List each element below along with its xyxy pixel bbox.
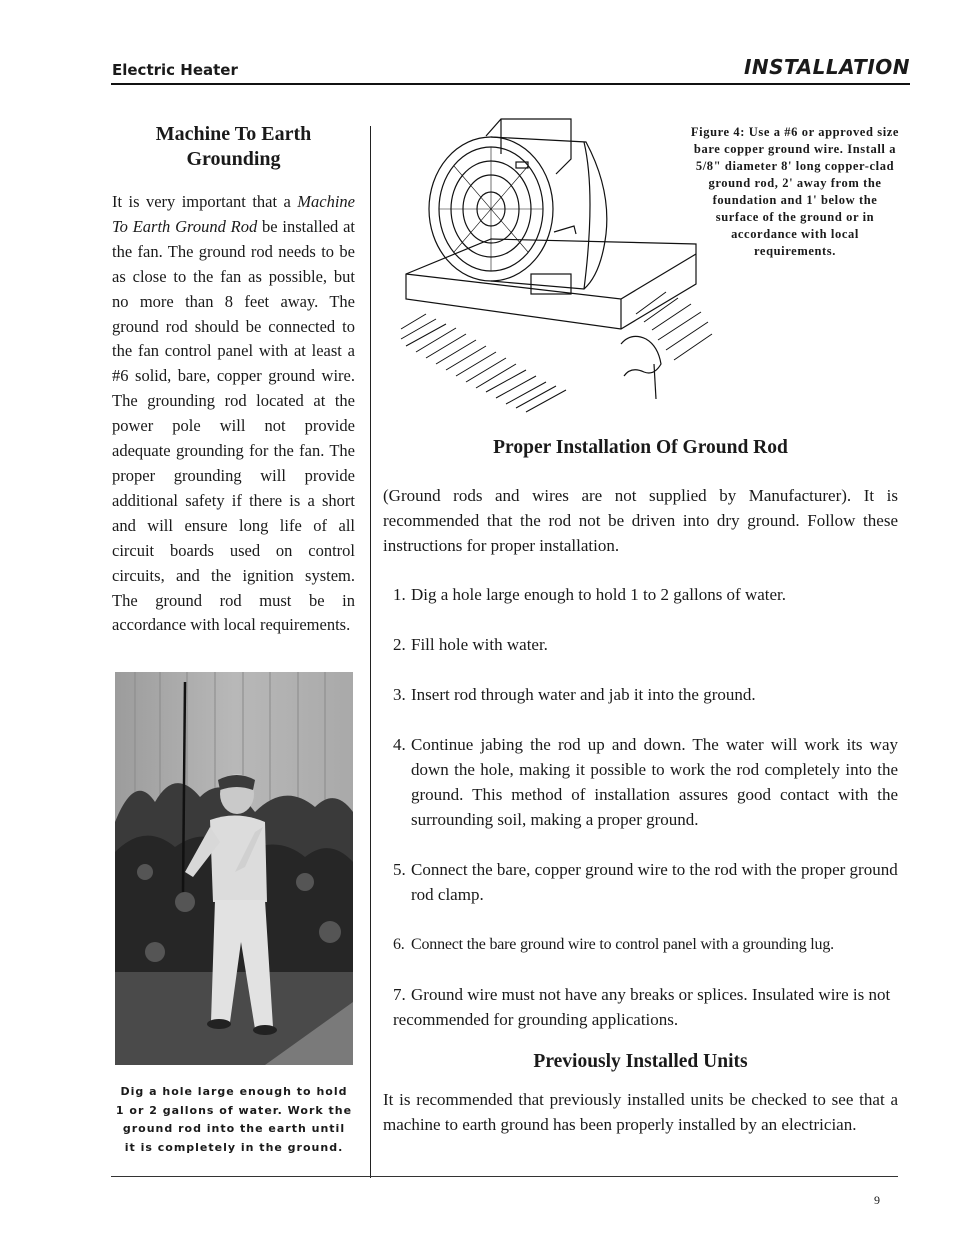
body-pre: It is very important that a	[112, 192, 298, 211]
intro-paragraph: (Ground rods and wires are not supplied by Manufacturer). It is recommended that the rod not be driven into dry ground. Follow these instructions for proper installation.	[383, 486, 898, 555]
step-text: Insert rod through water and jab it into the ground.	[411, 685, 756, 704]
step-text: Fill hole with water.	[411, 635, 548, 654]
left-section-title	[112, 122, 355, 172]
figure-caption: Figure 4: Use a #6 or approved size bare copper ground wire. Install a 5/8" diameter 8' long copper-clad ground rod, 2' away from the foundation and 1' below the surface of the ground or in accordance with local requirements.	[690, 125, 900, 258]
header-rule	[111, 83, 910, 85]
step-number: 4.	[393, 735, 406, 754]
footer-rule	[111, 1176, 898, 1177]
step-number: 3.	[393, 685, 406, 704]
step-number: 7.	[393, 985, 406, 1004]
step-1	[393, 582, 898, 607]
grounding-photo	[115, 672, 353, 1065]
step-text: Connect the bare ground wire to control panel with a grounding lug.	[411, 936, 834, 953]
column-divider	[370, 126, 371, 1178]
step-2	[393, 632, 898, 657]
left-title-line2: Grounding	[186, 148, 281, 170]
previous-units-paragraph: It is recommended that previously installed units be checked to see that a machine to earth ground has been properly installed by an electrician.	[383, 1090, 898, 1134]
body-emphasis: Machine To Earth Ground Rod	[112, 192, 355, 236]
section-title-ground-rod: Proper Installation Of Ground Rod	[493, 437, 788, 458]
step-text: Ground wire must not have any breaks or splices. Insulated wire is not recommended for grounding applications.	[393, 985, 891, 1029]
fan-grounding-figure	[396, 114, 716, 414]
page-number: 9	[874, 1193, 880, 1207]
body-post: be installed at the fan. The ground rod needs to be as close to the fan as possible, but no more than 8 feet away. The ground rod should be connected to the fan control panel with at least a #6 solid, bare, copper ground wire. The grounding rod located at the power pole will not provide adequate grounding for the fan. The proper grounding will provide additional safety if there is a short and will ensure long life of all circuit boards used on control circuits, and the ignition system. The ground rod must be in accordance with local requirements.	[112, 216, 355, 635]
step-text: Connect the bare, copper ground wire to the rod with the proper ground rod clamp.	[411, 860, 898, 904]
step-3	[393, 682, 898, 707]
step-6	[393, 932, 898, 957]
step-number: 5.	[393, 860, 406, 879]
step-5	[393, 857, 898, 907]
step-text: Continue jabing the rod up and down. The water will work its way down the hole, making it possible to work the rod completely into the ground. This method of installation assures good contact with the surrounding soil, making a proper ground.	[411, 735, 898, 829]
left-title-line1: Machine To Earth	[155, 123, 312, 145]
section-title-previous-units: Previously Installed Units	[533, 1051, 748, 1072]
photo-caption: Dig a hole large enough to hold 1 or 2 gallons of water. Work the ground rod into the earth until it is completely in the ground.	[115, 1085, 353, 1154]
step-text: Dig a hole large enough to hold 1 to 2 gallons of water.	[411, 585, 787, 604]
step-4	[393, 732, 898, 832]
left-body-paragraph	[112, 190, 355, 638]
step-number: 2.	[393, 635, 406, 654]
step-7	[393, 982, 898, 1032]
step-number: 1.	[393, 585, 406, 604]
step-number: 6.	[393, 936, 405, 953]
header-product-name: Electric Heater	[112, 61, 238, 79]
header-section-title: INSTALLATION	[743, 55, 910, 79]
